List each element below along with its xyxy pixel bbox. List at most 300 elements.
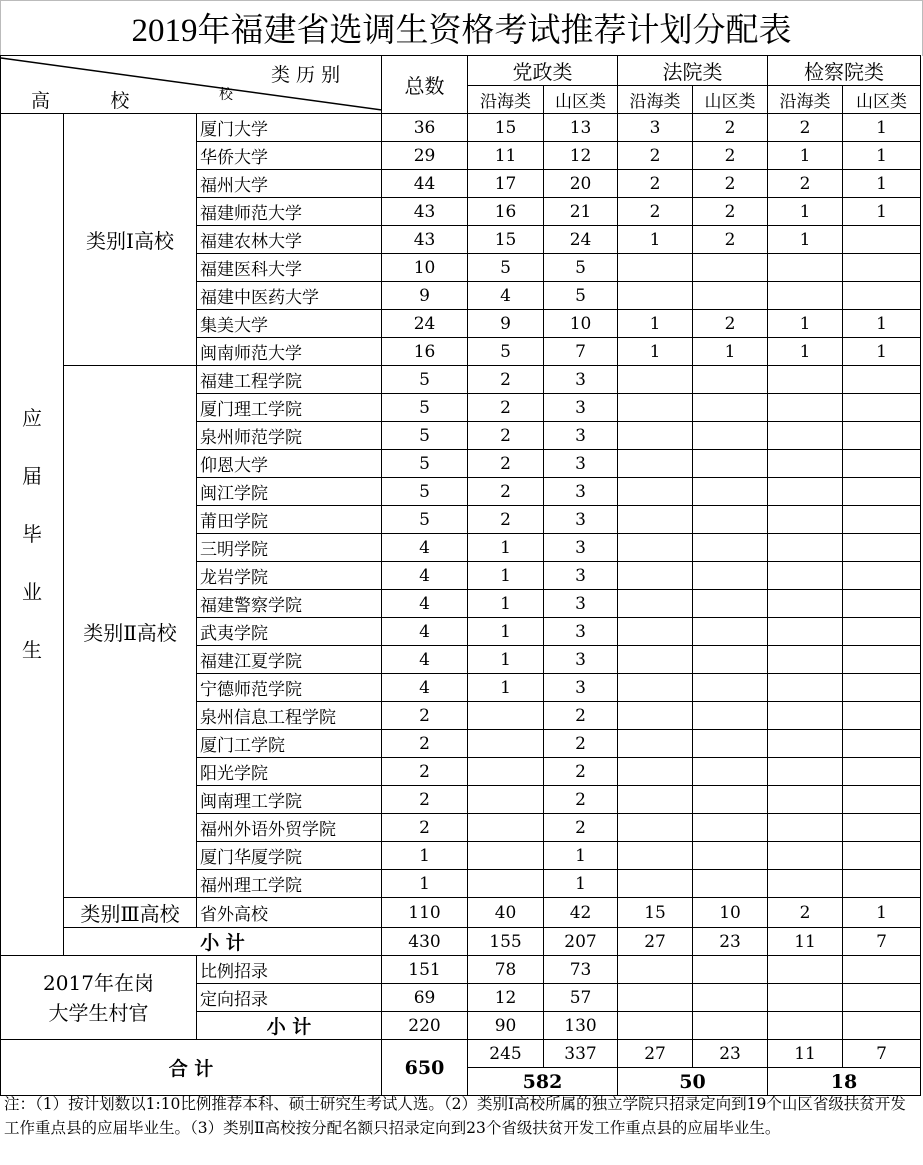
cell-value <box>843 506 921 534</box>
cell-value <box>768 422 843 450</box>
cell-value: 2 <box>618 170 693 198</box>
cell-value: 5 <box>382 506 468 534</box>
cell-value <box>693 702 768 730</box>
cell-value <box>768 702 843 730</box>
cell-value: 1 <box>544 842 618 870</box>
cell-value: 5 <box>468 338 544 366</box>
section-label-village-officials: 2017年在岗 大学生村官 <box>1 956 197 1040</box>
cell-value <box>693 422 768 450</box>
cell-value: 1 <box>468 674 544 702</box>
cell-value: 3 <box>544 534 618 562</box>
cell-value: 9 <box>382 282 468 310</box>
school-name: 福建农林大学 <box>197 226 382 254</box>
cell-value: 69 <box>382 984 468 1012</box>
cell-value: 2 <box>544 758 618 786</box>
cell-value: 4 <box>382 590 468 618</box>
cell-value <box>468 842 544 870</box>
cell-value: 10 <box>382 254 468 282</box>
cell-value: 3 <box>544 562 618 590</box>
cell-value <box>768 618 843 646</box>
cell-value: 3 <box>544 422 618 450</box>
header-subcolumn: 沿海类 <box>618 86 693 114</box>
cell-value: 1 <box>843 142 921 170</box>
cell-value: 2 <box>618 142 693 170</box>
cell-value <box>843 478 921 506</box>
school-name: 福州外语外贸学院 <box>197 814 382 842</box>
cell-value <box>843 366 921 394</box>
cell-value <box>693 394 768 422</box>
cell-value <box>843 814 921 842</box>
cell-value <box>768 534 843 562</box>
school-name: 龙岩学院 <box>197 562 382 590</box>
cell-value: 2 <box>544 786 618 814</box>
cell-value <box>618 842 693 870</box>
cell-value <box>618 282 693 310</box>
header-subcolumn: 山区类 <box>544 86 618 114</box>
cell-value <box>618 618 693 646</box>
cell-value: 1 <box>468 590 544 618</box>
cell-value: 29 <box>382 142 468 170</box>
cell-value <box>768 674 843 702</box>
school-name: 福建中医药大学 <box>197 282 382 310</box>
cell-value <box>618 870 693 898</box>
group-total-value: 582 <box>468 1068 618 1096</box>
cell-value: 110 <box>382 898 468 928</box>
cell-value: 2 <box>544 702 618 730</box>
cell-value <box>618 702 693 730</box>
cell-value: 1 <box>768 198 843 226</box>
cell-value: 2 <box>618 198 693 226</box>
school-name: 厦门理工学院 <box>197 394 382 422</box>
cell-value: 7 <box>544 338 618 366</box>
cell-value: 2 <box>768 898 843 928</box>
row-label: 小 计 <box>197 1012 382 1040</box>
cell-value: 3 <box>544 646 618 674</box>
cell-value <box>618 814 693 842</box>
cell-value: 1 <box>768 142 843 170</box>
cell-value: 36 <box>382 114 468 142</box>
cell-value: 1 <box>843 310 921 338</box>
cell-value <box>693 786 768 814</box>
header-total: 总数 <box>382 56 468 114</box>
cell-value <box>843 394 921 422</box>
cell-value: 1 <box>468 534 544 562</box>
cell-value: 24 <box>382 310 468 338</box>
cell-value <box>843 450 921 478</box>
cell-value: 27 <box>618 1040 693 1068</box>
header-group-party: 党政类 <box>468 56 618 86</box>
cell-value: 20 <box>544 170 618 198</box>
cell-value: 5 <box>382 394 468 422</box>
cell-value <box>693 646 768 674</box>
school-name: 闽南理工学院 <box>197 786 382 814</box>
cell-value <box>843 870 921 898</box>
footnote: 注：（1）按计划数以1:10比例推荐本科、硕士研究生考试人选。（2）类别Ⅰ高校所属的独立学院只招录定向到19个山区省级扶贫开发工作重点县的应届毕业生。（3）类别Ⅱ高校按分配名额只招录定向到23个省级扶贫开发工作重点县的应届毕业生。 <box>4 1095 906 1137</box>
cell-value: 1 <box>618 338 693 366</box>
cell-value: 2 <box>468 394 544 422</box>
cell-value <box>468 786 544 814</box>
school-name: 闽南师范大学 <box>197 338 382 366</box>
cell-value: 4 <box>382 534 468 562</box>
cell-value: 73 <box>544 956 618 984</box>
cell-value: 2 <box>468 366 544 394</box>
grand-total-row <box>1 1040 921 1068</box>
cell-value: 2 <box>544 814 618 842</box>
cell-value: 4 <box>468 282 544 310</box>
cell-value: 7 <box>843 1040 921 1068</box>
cell-value: 1 <box>768 338 843 366</box>
cell-value: 3 <box>544 394 618 422</box>
corner-top-label: 类 历 别 <box>271 64 341 86</box>
cell-value: 10 <box>544 310 618 338</box>
cell-value <box>693 674 768 702</box>
header-group-court: 法院类 <box>618 56 768 86</box>
cell-value: 2 <box>693 310 768 338</box>
cell-value: 1 <box>382 870 468 898</box>
cell-value: 17 <box>468 170 544 198</box>
cell-value: 5 <box>544 282 618 310</box>
cell-value: 2 <box>693 170 768 198</box>
cell-value <box>618 956 693 984</box>
cell-value <box>768 478 843 506</box>
cell-value: 1 <box>843 170 921 198</box>
cell-value <box>843 702 921 730</box>
cell-value: 15 <box>618 898 693 928</box>
cell-value: 4 <box>382 646 468 674</box>
cell-value <box>843 618 921 646</box>
cell-value: 11 <box>768 928 843 956</box>
cell-value: 2 <box>693 226 768 254</box>
cell-value <box>843 786 921 814</box>
school-name: 三明学院 <box>197 534 382 562</box>
cell-value <box>693 758 768 786</box>
table-row <box>1 956 921 984</box>
cell-value: 2 <box>768 114 843 142</box>
header-subcolumn: 山区类 <box>693 86 768 114</box>
school-name: 武夷学院 <box>197 618 382 646</box>
cell-value <box>693 366 768 394</box>
cell-value: 1 <box>693 338 768 366</box>
cell-value: 9 <box>468 310 544 338</box>
cell-value: 12 <box>544 142 618 170</box>
cell-value <box>693 956 768 984</box>
cell-value <box>468 870 544 898</box>
cell-value: 57 <box>544 984 618 1012</box>
cell-value <box>618 590 693 618</box>
corner-header-cell <box>1 56 382 114</box>
cell-value: 43 <box>382 198 468 226</box>
cell-value: 1 <box>768 226 843 254</box>
cell-value <box>768 254 843 282</box>
cell-value: 16 <box>382 338 468 366</box>
cell-value: 220 <box>382 1012 468 1040</box>
cell-value <box>693 590 768 618</box>
header-subcolumn: 沿海类 <box>768 86 843 114</box>
section-label-fresh-graduates: 应 届 毕 业 生 <box>1 114 64 956</box>
cell-value: 3 <box>544 618 618 646</box>
cell-value: 15 <box>468 114 544 142</box>
cell-value: 4 <box>382 618 468 646</box>
cell-value: 7 <box>843 928 921 956</box>
cell-value: 1 <box>468 618 544 646</box>
cell-value: 2 <box>768 170 843 198</box>
cell-value <box>693 842 768 870</box>
cell-value <box>618 506 693 534</box>
cell-value: 90 <box>468 1012 544 1040</box>
school-name: 福州理工学院 <box>197 870 382 898</box>
school-name: 福建工程学院 <box>197 366 382 394</box>
school-name: 福建警察学院 <box>197 590 382 618</box>
cell-value <box>843 730 921 758</box>
cell-value: 3 <box>544 450 618 478</box>
cell-value: 130 <box>544 1012 618 1040</box>
cell-value <box>843 984 921 1012</box>
table-row <box>1 898 921 928</box>
page-title: 2019年福建省选调生资格考试推荐计划分配表 <box>0 0 923 56</box>
school-name: 厦门华厦学院 <box>197 842 382 870</box>
cell-value <box>843 534 921 562</box>
cell-value: 1 <box>544 870 618 898</box>
grand-total-value: 650 <box>382 1040 468 1096</box>
cell-value <box>618 646 693 674</box>
cell-value: 4 <box>382 674 468 702</box>
school-name: 福建师范大学 <box>197 198 382 226</box>
cell-value <box>768 730 843 758</box>
cell-value: 5 <box>382 478 468 506</box>
cell-value <box>618 786 693 814</box>
cell-value <box>768 450 843 478</box>
cell-value: 1 <box>843 898 921 928</box>
cell-value <box>843 646 921 674</box>
cell-value <box>843 226 921 254</box>
cell-value: 23 <box>693 1040 768 1068</box>
cell-value: 2 <box>382 786 468 814</box>
cell-value <box>618 450 693 478</box>
cell-value <box>843 254 921 282</box>
cell-value <box>768 814 843 842</box>
cell-value: 5 <box>382 366 468 394</box>
cell-value <box>693 870 768 898</box>
cell-value <box>693 254 768 282</box>
cell-value: 151 <box>382 956 468 984</box>
cell-value <box>843 590 921 618</box>
cell-value <box>843 758 921 786</box>
header-subcolumn: 山区类 <box>843 86 921 114</box>
school-name: 厦门工学院 <box>197 730 382 758</box>
cell-value <box>618 562 693 590</box>
school-name: 省外高校 <box>197 898 382 928</box>
cell-value <box>768 956 843 984</box>
category-label: 类别Ⅱ高校 <box>64 366 197 898</box>
cell-value <box>618 674 693 702</box>
school-name: 宁德师范学院 <box>197 674 382 702</box>
cell-value: 1 <box>843 198 921 226</box>
cell-value <box>843 674 921 702</box>
cell-value <box>618 1012 693 1040</box>
cell-value <box>618 478 693 506</box>
cell-value <box>693 282 768 310</box>
row-label: 定向招录 <box>197 984 382 1012</box>
cell-value: 1 <box>382 842 468 870</box>
cell-value: 23 <box>693 928 768 956</box>
category-label: 类别Ⅲ高校 <box>64 898 197 928</box>
cell-value: 13 <box>544 114 618 142</box>
cell-value: 24 <box>544 226 618 254</box>
cell-value <box>693 478 768 506</box>
cell-value: 11 <box>768 1040 843 1068</box>
cell-value <box>618 534 693 562</box>
cell-value: 1 <box>468 646 544 674</box>
cell-value <box>843 422 921 450</box>
cell-value: 3 <box>544 674 618 702</box>
cell-value: 2 <box>544 730 618 758</box>
cell-value: 44 <box>382 170 468 198</box>
cell-value: 5 <box>468 254 544 282</box>
cell-value <box>843 562 921 590</box>
cell-value: 1 <box>618 310 693 338</box>
cell-value: 1 <box>468 562 544 590</box>
school-name: 莆田学院 <box>197 506 382 534</box>
cell-value: 3 <box>544 506 618 534</box>
cell-value: 1 <box>768 310 843 338</box>
header-group-procuratorate: 检察院类 <box>768 56 921 86</box>
cell-value <box>468 814 544 842</box>
cell-value: 245 <box>468 1040 544 1068</box>
cell-value <box>843 282 921 310</box>
cell-value <box>618 730 693 758</box>
cell-value <box>618 394 693 422</box>
cell-value <box>693 730 768 758</box>
cell-value <box>693 506 768 534</box>
cell-value <box>768 562 843 590</box>
school-name: 集美大学 <box>197 310 382 338</box>
cell-value: 1 <box>843 114 921 142</box>
cell-value: 12 <box>468 984 544 1012</box>
cell-value <box>618 366 693 394</box>
cell-value: 78 <box>468 956 544 984</box>
school-name: 福建江夏学院 <box>197 646 382 674</box>
cell-value: 10 <box>693 898 768 928</box>
corner-mid-label: 校 <box>219 87 233 103</box>
cell-value: 5 <box>382 422 468 450</box>
cell-value <box>618 254 693 282</box>
cell-value <box>468 758 544 786</box>
cell-value: 5 <box>382 450 468 478</box>
cell-value: 27 <box>618 928 693 956</box>
cell-value: 2 <box>382 730 468 758</box>
school-name: 福建医科大学 <box>197 254 382 282</box>
cell-value: 207 <box>544 928 618 956</box>
school-name: 仰恩大学 <box>197 450 382 478</box>
school-name: 福州大学 <box>197 170 382 198</box>
cell-value: 4 <box>382 562 468 590</box>
subtotal-row <box>1 928 921 956</box>
cell-value <box>693 534 768 562</box>
cell-value <box>768 870 843 898</box>
cell-value: 1 <box>843 338 921 366</box>
table-row <box>1 366 921 394</box>
cell-value: 3 <box>544 478 618 506</box>
school-name: 华侨大学 <box>197 142 382 170</box>
cell-value: 40 <box>468 898 544 928</box>
group-total-value: 18 <box>768 1068 921 1096</box>
cell-value: 2 <box>693 114 768 142</box>
row-label: 比例招录 <box>197 956 382 984</box>
cell-value <box>693 814 768 842</box>
category-label: 类别Ⅰ高校 <box>64 114 197 366</box>
cell-value <box>843 842 921 870</box>
cell-value: 2 <box>468 422 544 450</box>
cell-value: 42 <box>544 898 618 928</box>
cell-value <box>768 506 843 534</box>
cell-value: 3 <box>544 366 618 394</box>
cell-value: 43 <box>382 226 468 254</box>
cell-value <box>768 786 843 814</box>
header-subcolumn: 沿海类 <box>468 86 544 114</box>
cell-value <box>618 758 693 786</box>
cell-value <box>768 646 843 674</box>
cell-value <box>468 702 544 730</box>
cell-value: 2 <box>693 198 768 226</box>
cell-value <box>693 618 768 646</box>
group-total-value: 50 <box>618 1068 768 1096</box>
school-name: 闽江学院 <box>197 478 382 506</box>
cell-value <box>768 366 843 394</box>
grand-total-label: 合 计 <box>1 1040 382 1096</box>
cell-value: 337 <box>544 1040 618 1068</box>
cell-value: 2 <box>468 478 544 506</box>
cell-value: 2 <box>468 450 544 478</box>
cell-value: 430 <box>382 928 468 956</box>
cell-value: 11 <box>468 142 544 170</box>
cell-value: 2 <box>382 758 468 786</box>
cell-value <box>768 984 843 1012</box>
cell-value <box>768 590 843 618</box>
cell-value <box>768 1012 843 1040</box>
cell-value: 155 <box>468 928 544 956</box>
cell-value: 16 <box>468 198 544 226</box>
cell-value <box>768 842 843 870</box>
cell-value <box>768 394 843 422</box>
cell-value <box>618 984 693 1012</box>
cell-value <box>693 1012 768 1040</box>
cell-value: 3 <box>618 114 693 142</box>
cell-value <box>468 730 544 758</box>
cell-value <box>618 422 693 450</box>
school-name: 厦门大学 <box>197 114 382 142</box>
cell-value: 2 <box>382 702 468 730</box>
cell-value: 3 <box>544 590 618 618</box>
school-name: 阳光学院 <box>197 758 382 786</box>
cell-value <box>768 758 843 786</box>
corner-left-label: 高 校 <box>31 90 130 112</box>
cell-value <box>768 282 843 310</box>
cell-value: 2 <box>693 142 768 170</box>
subtotal-label: 小 计 <box>64 928 382 956</box>
allocation-table <box>0 55 921 1096</box>
cell-value: 21 <box>544 198 618 226</box>
cell-value <box>693 984 768 1012</box>
cell-value <box>843 956 921 984</box>
cell-value <box>693 450 768 478</box>
cell-value: 5 <box>544 254 618 282</box>
cell-value: 2 <box>468 506 544 534</box>
cell-value <box>843 1012 921 1040</box>
cell-value: 1 <box>618 226 693 254</box>
school-name: 泉州师范学院 <box>197 422 382 450</box>
cell-value <box>693 562 768 590</box>
cell-value: 15 <box>468 226 544 254</box>
